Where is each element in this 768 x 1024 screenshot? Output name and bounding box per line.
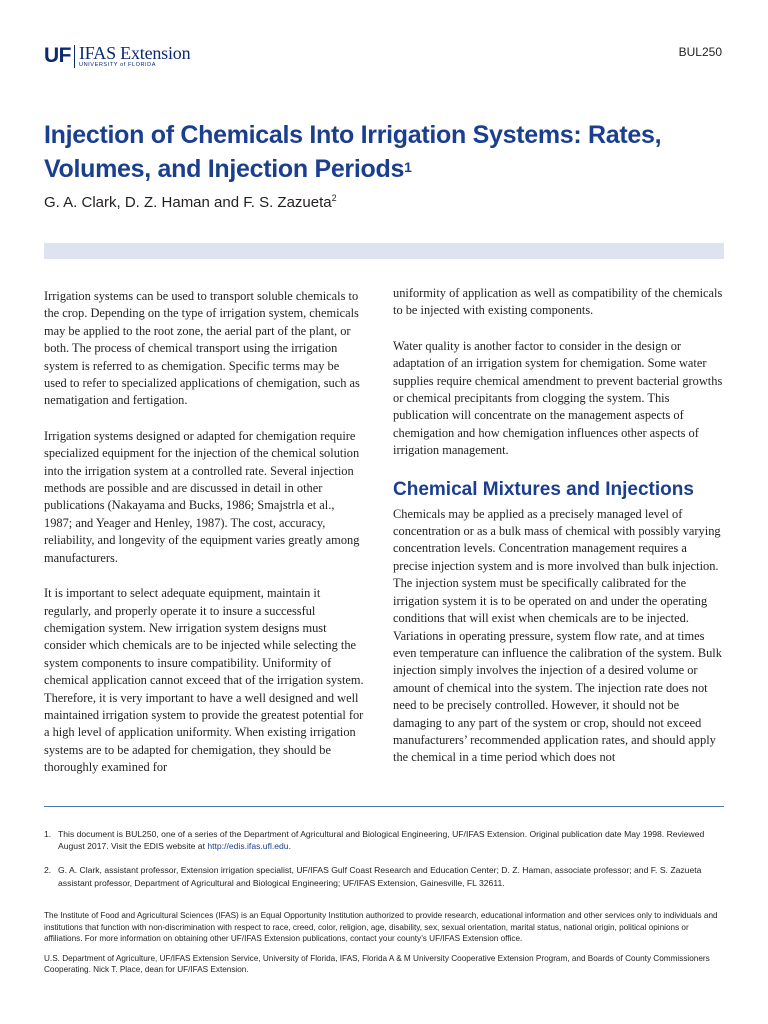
footnote-item (44, 828, 724, 852)
authors (44, 193, 337, 211)
logo-divider (74, 45, 75, 68)
paragraph: Irrigation systems designed or adapted for chemigation require specialized equipment for the injection of the chemical solution into the irrigation system at a controlled rate. Several injection methods are possible and are discussed in detail in other publications (Nakayama and Bucks, 1986; Smajstrla et al., 1987; and Yeager and Henley, 1987). The cost, accuracy, reliability, and longevity of the equipment varies greatly among manufacturers. (44, 428, 360, 565)
disclaimer (44, 910, 724, 984)
body-column-right (393, 285, 723, 785)
logo-wordmark (79, 44, 190, 69)
page-title (44, 118, 734, 186)
footnote-text (58, 828, 724, 852)
paragraph: Water quality is another factor to consider in the design or adaptation of an irrigation system for chemigation. Some water supplies require chemical amendment to prevent bacterial growths or chemical precipitants from clogging the system. This publication will concentrate on the management aspects of chemigation and how chemigation influences other aspects of irrigation management. (393, 338, 723, 458)
footnote-number: 1. (44, 829, 52, 839)
footnote-text: G. A. Clark, assistant professor, Extension irrigation specialist, UF/IFAS Gulf Coast Research and Education Center; D. Z. Haman, associate professor; and F. S. Zazueta assistant professor, Department of Agricultural and Biological Engineering; UF/IFAS Extension, Gainesville, FL 32611. (58, 865, 702, 888)
document-id: BUL250 (678, 45, 722, 59)
paragraph: It is important to select adequate equipment, maintain it regularly, and properly operate it to insure a successful chemigation system. New irrigation system designs must consider which chemicals are to be injected while selecting the system components to insure compatibility. Uniformity of chemical application cannot exceed that of the irrigation system. Therefore, it is very important to have a well designed and well maintained irrigation system to provide the greatest potential for a high level of application uniformity. When existing irrigation systems are to be adapted for chemigation, they should be thoroughly examined for (44, 586, 364, 775)
footnote-rule (44, 806, 724, 807)
disclaimer-paragraph: U.S. Department of Agriculture, UF/IFAS Extension Service, University of Florida, IFAS, Florida A & M University Cooperative Extension Program, and Boards of County Commissioners Cooperating. Nick T. Place, dean for UF/IFAS Extension. (44, 953, 710, 975)
authors-text: G. A. Clark, D. Z. Haman and F. S. Zazueta (44, 194, 332, 211)
body-column-left (44, 288, 364, 795)
uf-logo-mark: UF (44, 44, 71, 67)
disclaimer-paragraph: The Institute of Food and Agricultural Sciences (IFAS) is an Equal Opportunity Institution authorized to provide research, educational information and other services only to individuals and institutions that function with non-discrimination with respect to race, creed, color, religion, age, disability, sex, sexual orientation, marital status, national origin, political opinions or affiliations. For more information on obtaining other UF/IFAS Extension publications, contact your county’s UF/IFAS Extension office. (44, 911, 718, 944)
authors-footnote-mark[interactable]: 2 (331, 193, 337, 203)
title-text: Injection of Chemicals Into Irrigation Systems: Rates, Volumes, and Injection Periods (44, 121, 662, 183)
footnote-body: This document is BUL250, one of a series of the Department of Agricultural and Biological Engineering, UF/IFAS Extension. Original publication date May 1998. Reviewed August 2017. Visit the EDIS website at (58, 829, 705, 852)
logo-university-text: UNIVERSITY of FLORIDA (79, 62, 157, 68)
footnote-tail: . (288, 841, 291, 852)
paragraph: uniformity of application as well as compatibility of the chemicals to be injected with existing components. (393, 286, 723, 318)
footnote-number: 2. (44, 865, 52, 876)
section-heading: Chemical Mixtures and Injections (393, 478, 694, 500)
footnotes (44, 828, 724, 901)
title-footnote-mark[interactable]: 1 (404, 159, 412, 175)
logo-ifas-text: IFAS Extension (79, 43, 191, 63)
paragraph: Chemicals may be applied as a precisely managed level of concentration or as a bulk mass of chemical with possibly varying concentration levels. Concentration management requires a precise injection system and is more involved than bulk injection. The injection system must be specifically calibrated for the irrigation system it is to be operated on and under the operating conditions that will exist when chemicals are to be injected. Variations in operating pressure, system flow rate, and at times even temperature can influence the calibration of the system. Bulk injection simply involves the injection of a desired volume or amount of chemical into the system. The injection rate does not need to be precisely controlled. However, it should not be damaging to any part of the system or crop, should not exceed manufacturers’ recommended application rates, and should apply the chemical in a time period which does not (393, 506, 722, 765)
paragraph: Irrigation systems can be used to transport soluble chemicals to the crop. Depending on the type of irrigation system, chemicals may be applied to the root zone, the aerial part of the plant, or both. The process of chemical transport using the irrigation system is referred to as chemigation. Specific terms may be used to refer to specialized applications of chemigation, such as nematigation and fertigation. (44, 289, 360, 408)
footnote-item (44, 864, 724, 888)
ifas-extension-logo (44, 44, 190, 69)
edis-website-link[interactable]: http://edis.ifas.ufl.edu (207, 841, 289, 852)
title-divider-band (44, 243, 724, 259)
